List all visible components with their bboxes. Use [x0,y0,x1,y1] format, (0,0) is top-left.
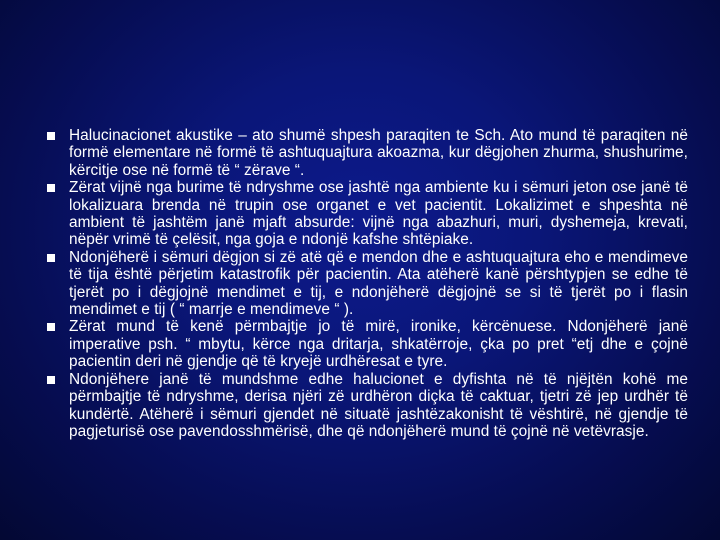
bullet-item [58,318,688,370]
bullet-text: Zërat mund të kenë përmbajtje jo të mirë, ironike, kërcënuese. Ndonjëherë janë imperative psh. “ mbytu, kërce nga dritarja, shkatërroje, çka po pret “etj dhe e çojnë pacientin deri në gjendje që të kryejë urdhëresat e tyre. [69,318,688,371]
bullet-item [58,127,688,179]
bullet-item [58,179,688,249]
bullet-text: Ndonjëhere janë të mundshme edhe halucionet e dyfishta në të njëjtën kohë me përmbajtje të ndryshme, derisa njëri zë urdhëron diçka të caktuar, tjetri zë jep urdhër të kundërtë. Atëherë i sëmuri gjendet në situatë jashtëzakonisht të vështirë, në gjendje të pagjeturisë ose pavendosshmërisë, dhe që ndonjëherë mund të çojnë në vetëvrasje. [69,370,688,440]
square-bullet-icon [47,323,55,331]
bullet-text: Zërat vijnë nga burime të ndryshme ose jashtë nga ambiente ku i sëmuri jeton ose janë të lokalizuara brenda në trupin ose organet e vet pacientit. Lokalizimet e shpeshta në ambient të jashtëm janë mjaft absurde: vijnë nga abazhuri, muri, dyshemeja, krevati, nëpër vrimë të çelësit, nga goja e ndonjë kafshe shtëpiake. [69,179,688,249]
bullet-text: Ndonjëherë i sëmuri dëgjon si zë atë që e mendon dhe e ashtuquajtura eho e mendimeve të tija është përjetim katastrofik për pacientin. Ata atëherë kanë përshtypjen se edhe të tjerët po i dëgjojnë mendimet e tij, e ndonjëherë dëgjojnë se si të tjerët po i flasin mendimet e tij ( “ marrje e mendimeve “ ). [69,248,688,319]
bullet-item [58,371,688,441]
square-bullet-icon [47,254,55,262]
bullet-text: Halucinacionet akustike – ato shumë shpesh paraqiten te Sch. Ato mund të paraqiten në formë elementare në formë të ashtuquajtura akoazma, kur dëgjohen zhurma, shushurime, kërcitje ose në formë të “ zërave “. [69,127,688,179]
bullet-item [58,249,688,319]
square-bullet-icon [47,376,55,384]
square-bullet-icon [47,132,55,140]
square-bullet-icon [47,184,55,192]
bullet-list [58,127,688,440]
